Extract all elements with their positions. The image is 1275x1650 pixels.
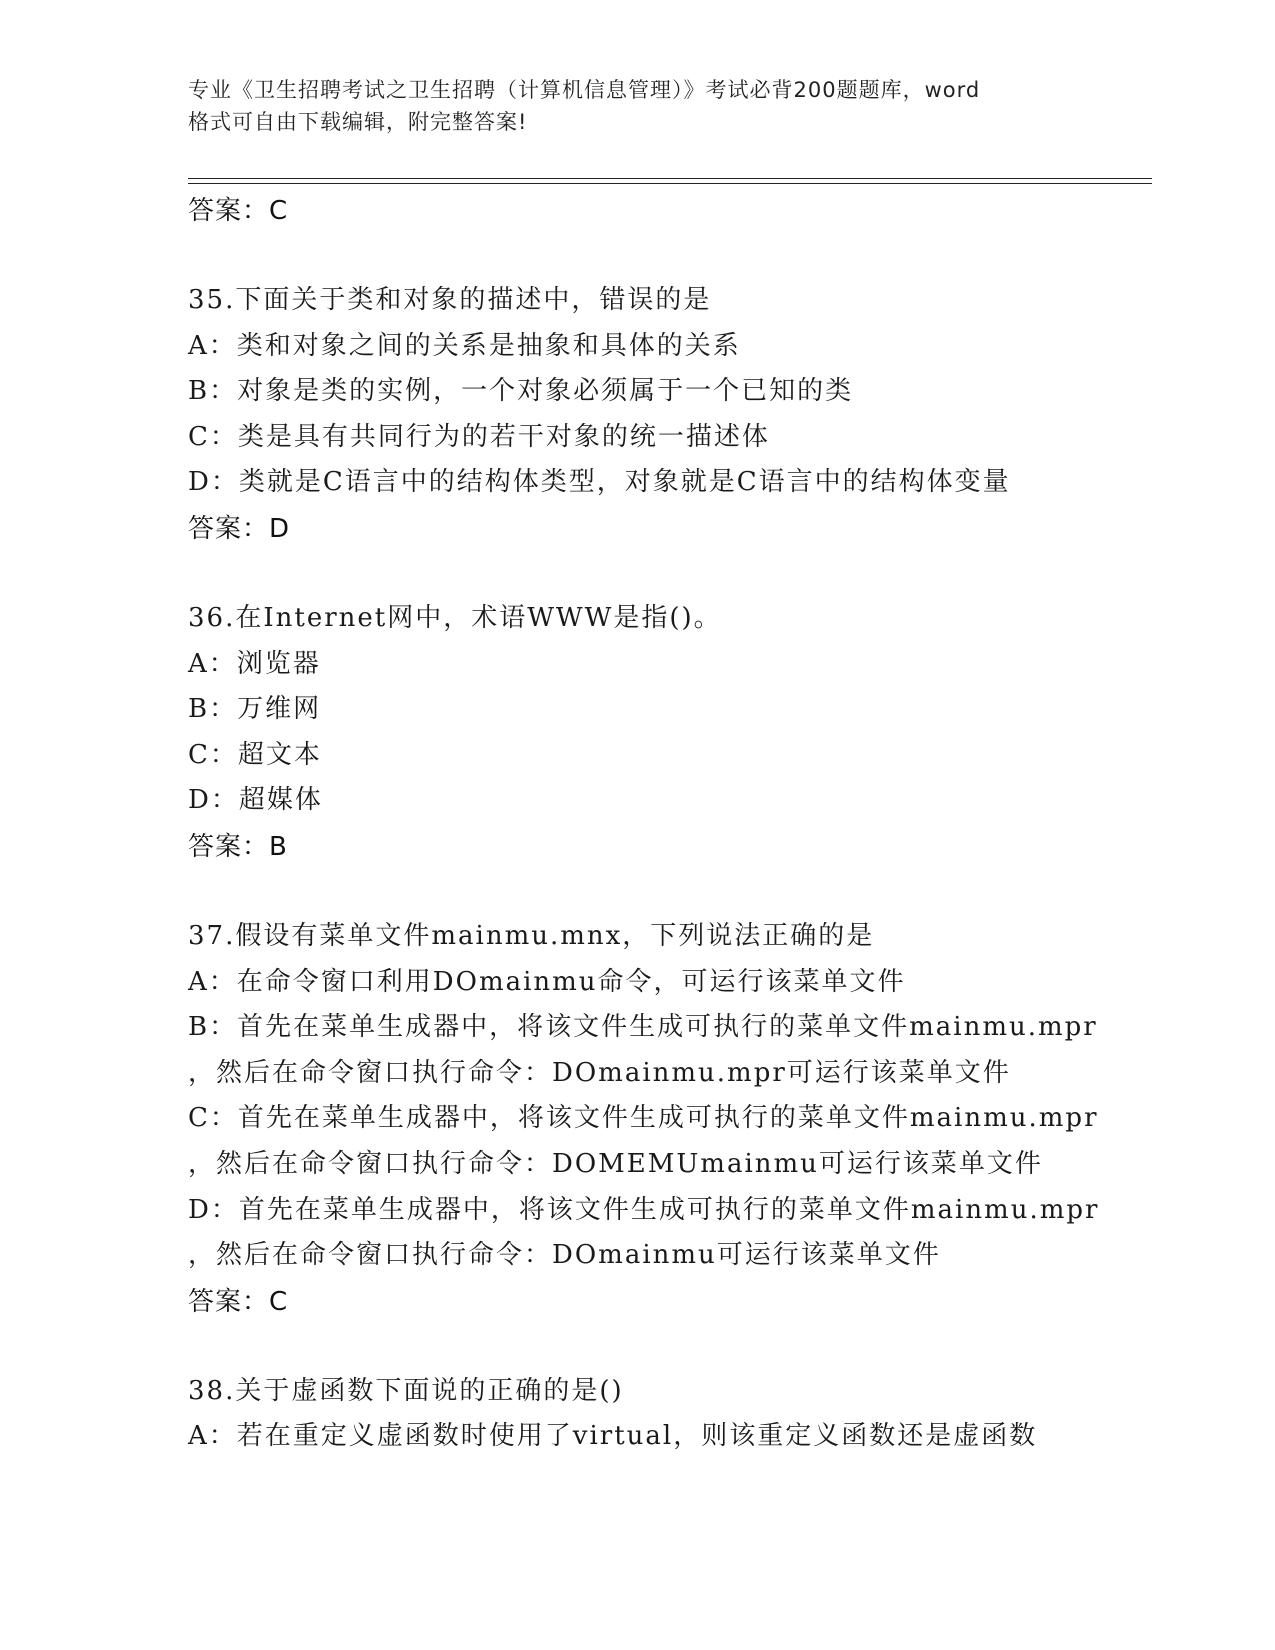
header-divider-top (188, 178, 1152, 179)
option-d: D：超媒体 (188, 785, 323, 816)
question-stem: 35.下面关于类和对象的描述中，错误的是 (188, 285, 712, 315)
option-b: B：对象是类的实例，一个对象必须属于一个已知的类 (188, 376, 854, 407)
option-a: A：在命令窗口利用DOmainmu命令，可运行该菜单文件 (188, 966, 906, 997)
option-d: D：首先在菜单生成器中，将该文件生成可执行的菜单文件mainmu.mpr (188, 1194, 1100, 1225)
header-intro-line-1: 专业《卫生招聘考试之卫生招聘（计算机信息管理）》考试必背200题题库，word (188, 78, 981, 102)
option-c: C：类是具有共同行为的若干对象的统一描述体 (188, 421, 770, 452)
question-35 (188, 278, 1152, 552)
option-b: B：万维网 (188, 694, 322, 725)
header-intro-line-2: 格式可自由下载编辑，附完整答案! (188, 110, 528, 134)
answer: 答案：B (188, 831, 288, 862)
answer-34: 答案：C (188, 196, 289, 226)
answer: 答案：D (188, 513, 291, 544)
option-c: C：首先在菜单生成器中，将该文件生成可执行的菜单文件mainmu.mpr (188, 1103, 1099, 1134)
question-stem: 36.在Internet网中，术语WWW是指()。 (188, 602, 722, 633)
document-header (188, 74, 1108, 138)
option-b-continued: ，然后在命令窗口执行命令：DOmainmu.mpr可运行该菜单文件 (188, 1057, 1011, 1088)
header-divider-bottom (188, 183, 1152, 184)
option-c: C：超文本 (188, 739, 322, 770)
question-37 (188, 914, 1152, 1325)
option-c-continued: ，然后在命令窗口执行命令：DOMEMUmainmu可运行该菜单文件 (188, 1148, 1043, 1179)
option-d-continued: ，然后在命令窗口执行命令：DOmainmu可运行该菜单文件 (188, 1240, 941, 1271)
option-a: A：若在重定义虚函数时使用了virtual，则该重定义函数还是虚函数 (188, 1421, 1038, 1452)
question-stem: 37.假设有菜单文件mainmu.mnx，下列说法正确的是 (188, 920, 875, 951)
question-38 (188, 1369, 1152, 1460)
option-a: A：类和对象之间的关系是抽象和具体的关系 (188, 330, 741, 361)
answer: 答案：C (188, 1286, 289, 1317)
option-a: A：浏览器 (188, 648, 321, 679)
option-d: D：类就是C语言中的结构体类型，对象就是C语言中的结构体变量 (188, 467, 1011, 498)
question-stem: 38.关于虚函数下面说的正确的是() (188, 1375, 624, 1406)
option-b: B：首先在菜单生成器中，将该文件生成可执行的菜单文件mainmu.mpr (188, 1012, 1098, 1043)
question-36 (188, 596, 1152, 870)
question-list (188, 188, 1152, 1460)
